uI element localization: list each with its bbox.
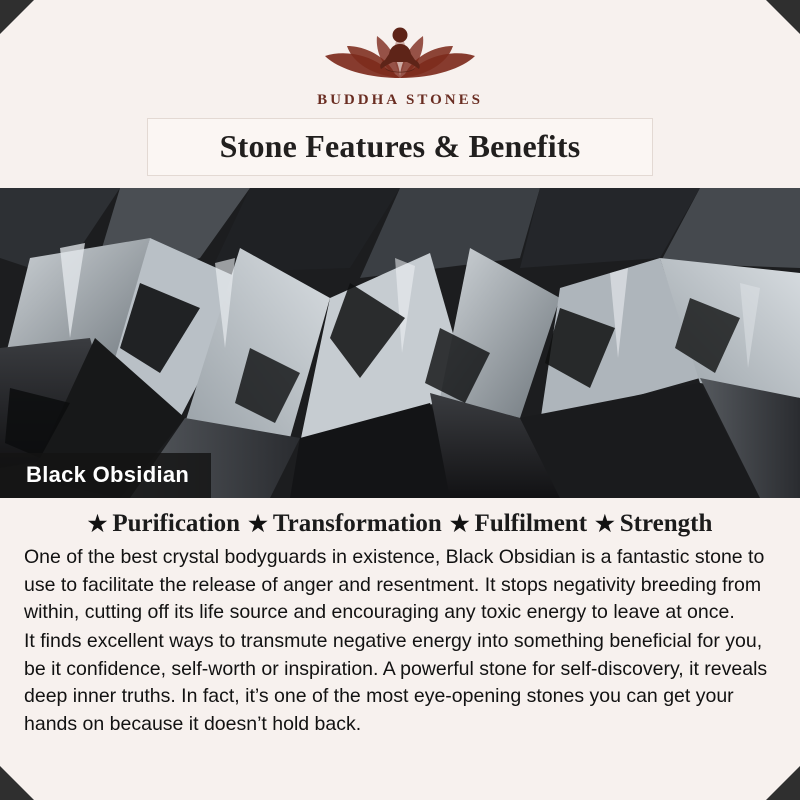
benefit-label: Purification [112, 510, 241, 537]
hero-image [0, 188, 800, 498]
page-title: Stone Features & Benefits [219, 128, 581, 164]
benefit-item [88, 510, 241, 538]
benefit-label: Strength [619, 510, 713, 537]
benefit-item [248, 510, 442, 538]
brand-logo-block [0, 0, 800, 118]
benefit-label: Fulfilment [474, 510, 588, 537]
benefit-label: Transformation [272, 510, 442, 537]
star-icon: ★ [449, 511, 470, 536]
benefit-item [595, 510, 712, 538]
corner-accent-top-right [766, 0, 800, 34]
image-caption: Black Obsidian [0, 453, 211, 498]
corner-accent-bottom-left [0, 766, 34, 800]
benefits-list [0, 498, 800, 540]
lotus-meditation-icon [0, 16, 800, 90]
paragraph-1: One of the best crystal bodyguards in existence, Black Obsidian is a fantastic stone to use to facilitate the release of anger and resentment. It stops negativity breeding from within, cutting off its life source and encouraging any toxic energy to leave at once. [24, 546, 765, 624]
paragraph-2: It finds excellent ways to transmute negative energy into something beneficial for you, be it confidence, self-worth or inspiration. A powerful stone for self-discovery, it reveals deep inner truths. In fact, it’s one of the most eye-opening stones you can get your hands on because it doesn’t hold back. [24, 630, 768, 736]
corner-accent-top-left [0, 0, 34, 34]
star-icon: ★ [595, 511, 615, 536]
body-copy [0, 540, 800, 739]
brand-name: BUDDHA STONES [317, 92, 483, 108]
star-icon: ★ [87, 511, 108, 536]
obsidian-crystal-art [0, 188, 800, 498]
title-banner [147, 118, 653, 176]
star-icon: ★ [248, 511, 268, 536]
benefit-item [450, 510, 587, 538]
corner-accent-bottom-right [766, 766, 800, 800]
